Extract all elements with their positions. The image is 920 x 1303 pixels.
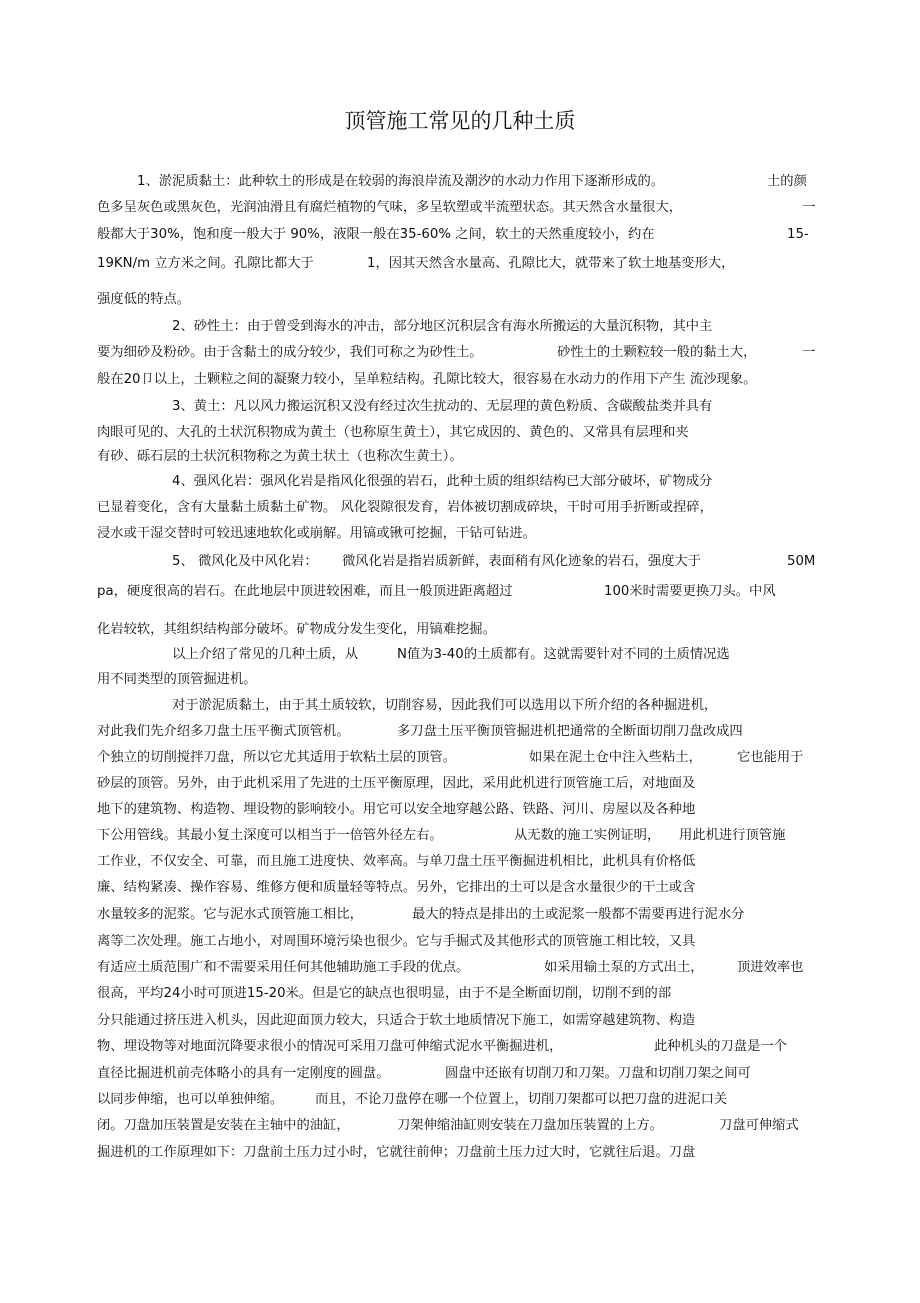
text-line: 用此机进行顶管施 xyxy=(679,828,786,843)
text-line: 物、埋设物等对地面沉降要求很小的情况可采用刀盘可伸缩式泥水平衡掘进机， xyxy=(97,1039,563,1054)
text-line: 顶进效率也 xyxy=(737,960,804,975)
text-line: 很高，平均24小时可顶进15-20米。但是它的缺点也很明显，由于不是全断面切削，切削不到的部 xyxy=(97,986,672,1001)
text-line: 19KN/m 立方米之间。孔隙比都大于 xyxy=(97,256,314,271)
text-line: 地下的建筑物、构造物、埋设物的影响较小。用它可以安全地穿越公路、铁路、河川、房屋以及各种地 xyxy=(97,802,696,817)
text-line: 色多呈灰色或黑灰色，光润油滑且有腐烂植物的气味，多呈软塑或半流塑状态。其天然含水量很大， xyxy=(97,200,683,215)
text-line: 用不同类型的顶管掘进机。 xyxy=(97,672,257,687)
text-line: 闭。刀盘加压装置是安装在主轴中的油缸， xyxy=(97,1118,350,1133)
text-line: 刀架伸缩油缸则安装在刀盘加压装置的上方。 xyxy=(397,1118,663,1133)
text-line: 砂层的顶管。另外，由于此机采用了先进的土压平衡原理，因此，采用此机进行顶管施工后，对地面及 xyxy=(97,776,696,791)
text-line: N值为3-40的土质都有。这就需要针对不同的土质情况选 xyxy=(397,647,730,662)
text-line: 以上介绍了常见的几种土质，从 xyxy=(172,647,359,662)
text-line: 般都大于30%，饱和度一般大于 90%，液限一般在35-60% 之间，软土的天然重度较小，约在 xyxy=(97,227,655,242)
text-line: 分只能通过挤压进入机头，因此迎面顶力较大，只适合于软土地质情况下施工，如需穿越建筑物、构造 xyxy=(97,1013,696,1028)
text-line: 一 xyxy=(802,200,816,215)
text-line: 微风化岩是指岩质新鲜，表面稍有风化迹象的岩石，强度大于 xyxy=(342,554,702,569)
text-line: 1、淤泥质黏土：此种软土的形成是在较弱的海浪岸流及潮汐的水动力作用下逐渐形成的。 xyxy=(137,174,665,189)
text-line: 100米时需要更换刀头。中风 xyxy=(604,584,776,599)
text-line: 化岩较软，其组织结构部分破坏。矿物成分发生变化，用镐难挖掘。 xyxy=(97,622,496,637)
text-line: 土的颜 xyxy=(767,174,807,189)
text-line: 50M xyxy=(787,554,816,569)
text-line: 3、黄土：凡以风力搬运沉积又没有经过次生扰动的、无层理的黄色粉质、含碳酸盐类并具有 xyxy=(172,399,713,414)
text-line: 已显着变化，含有大量黏土质黏土矿物。 风化裂隙很发育，岩体被切割成碎块，干时可用手折断或捏碎， xyxy=(97,500,713,515)
text-line: 4、强风化岩：强风化岩是指风化很强的岩石，此种土质的组织结构已大部分破坏，矿物成分 xyxy=(172,474,713,489)
text-line: 水量较多的泥浆。它与泥水式顶管施工相比， xyxy=(97,907,363,922)
text-line: 如采用输土泵的方式出土， xyxy=(544,960,704,975)
text-line: 肉眼可见的、大孔的土状沉积物成为黄土（也称原生黄土），其它成因的、黄色的、又常具有层理和夹 xyxy=(97,425,689,440)
text-line: 此种机头的刀盘是一个 xyxy=(654,1039,787,1054)
text-line: 个独立的切削搅拌刀盘，所以它尤其适用于软粘土层的顶管。 xyxy=(97,750,457,765)
text-line: 直径比掘进机前壳体略小的具有一定刚度的圆盘。 xyxy=(97,1066,390,1081)
text-line: 如果在泥土仓中注入些粘土， xyxy=(529,750,702,765)
text-line: 而且，不论刀盘停在哪一个位置上，切削刀架都可以把刀盘的进泥口关 xyxy=(315,1092,728,1107)
text-line: 廉、结构紧凑、操作容易、维修方便和质量轻等特点。另外，它排出的土可以是含水量很少的干土或含 xyxy=(97,880,696,895)
text-line: 浸水或干湿交替时可较迅速地软化或崩解。用镐或锹可挖掘，干钻可钻进。 xyxy=(97,526,536,541)
text-line: 掘进机的工作原理如下：刀盘前土压力过小时，它就往前伸；刀盘前土压力过大时，它就往后退。刀盘 xyxy=(97,1145,696,1160)
text-line: 对于淤泥质黏土，由于其土质较软，切削容易，因此我们可以选用以下所介绍的各种掘进机， xyxy=(172,698,718,713)
text-line: 15- xyxy=(787,227,809,242)
text-line: 从无数的施工实例证明， xyxy=(514,828,661,843)
text-line: 刀盘可伸缩式 xyxy=(719,1118,799,1133)
text-line: 多刀盘土压平衡顶管掘进机把通常的全断面切削刀盘改成四 xyxy=(397,724,743,739)
text-line: 下公用管线。其最小复土深度可以相当于一倍管外径左右。 xyxy=(97,828,443,843)
text-line: 2、砂性土：由于曾受到海水的冲击，部分地区沉积层含有海水所搬运的大量沉积物，其中主 xyxy=(172,319,713,334)
text-line: 工作业，不仅安全、可靠，而且施工进度快、效率高。与单刀盘土压平衡掘进机相比，此机具有价格低 xyxy=(97,854,696,869)
text-line: 强度低的特点。 xyxy=(97,292,191,307)
text-line: 有砂、砾石层的土状沉积物称之为黄土状土（也称次生黄土）。 xyxy=(97,449,463,464)
text-line: 最大的特点是排出的土或泥浆一般都不需要再进行泥水分 xyxy=(412,907,745,922)
text-line: 要为细砂及粉砂。由于含黏土的成分较少，我们可称之为砂性土。 xyxy=(97,345,483,360)
document-title: 顶管施工常见的几种土质 xyxy=(344,109,576,133)
text-line: 一 xyxy=(802,345,816,360)
text-line: 圆盘中还嵌有切削刀和刀架。刀盘和切削刀架之间可 xyxy=(445,1066,751,1081)
text-line: 以同步伸缩，也可以单独伸缩。 xyxy=(97,1092,284,1107)
text-line: 砂性土的土颗粒较一般的黏土大， xyxy=(557,345,757,360)
text-line: 5、 微风化及中风化岩： xyxy=(172,554,318,569)
text-line: 1，因其天然含水量高、孔隙比大，就带来了软土地基变形大， xyxy=(367,256,735,271)
text-line: 对此我们先介绍多刀盘土压平衡式顶管机。 xyxy=(97,724,350,739)
text-line: 有适应土质范围广和不需要采用任何其他辅助施工手段的优点。 xyxy=(97,960,470,975)
text-line: 般在20卩以上，土颗粒之间的凝聚力较小，呈单粒结构。孔隙比较大，很容易在水动力的作用下产生 流沙现象。 xyxy=(97,372,757,387)
text-line: pa，硬度很高的岩石。在此地层中顶进较困难，而且一般顶进距离超过 xyxy=(97,584,513,599)
text-line: 离等二次处理。施工占地小，对周围环境污染也很少。它与手掘式及其他形式的顶管施工相比较，又具 xyxy=(97,934,696,949)
text-line: 它也能用于 xyxy=(737,750,804,765)
